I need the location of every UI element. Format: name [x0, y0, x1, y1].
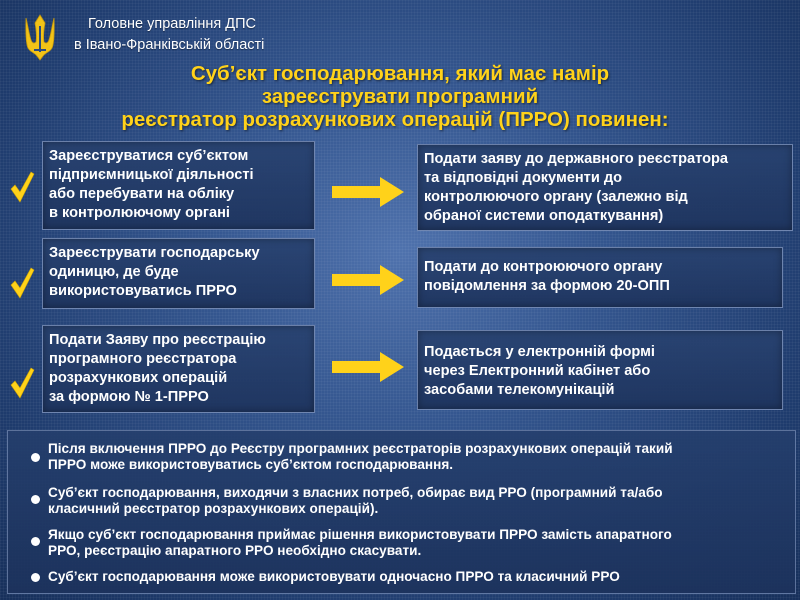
title-line-2: зареєструвати програмний — [261, 85, 539, 108]
org-line-2: в Івано-Франківській області — [74, 37, 265, 53]
note-4-text — [48, 569, 793, 585]
note-4-line-1: Суб’єкт господарювання може використовувати одночасно ПРРО та класичний РРО — [48, 569, 620, 584]
action-1-line-3: контролюючого органу (залежно від — [424, 189, 688, 205]
requirement-3-line-2: програмного реєстратора — [49, 351, 237, 367]
requirement-box-2 — [42, 238, 315, 309]
action-3-line-3: засобами телекомунікацій — [424, 382, 615, 398]
requirement-3-line-3: розрахункових операцій — [49, 370, 228, 386]
requirement-3-line-1: Подати Заяву про реєстрацію — [49, 332, 266, 348]
bullet-icon — [31, 573, 40, 582]
note-2-line-1: Суб’єкт господарювання, виходячи з власних потреб, обирає вид РРО (програмний та/або — [48, 485, 663, 500]
requirement-1-line-4: в контролюючому органі — [49, 205, 230, 221]
title-line-3: реєстратор розрахункових операцій (ПРРО) повинен: — [121, 108, 669, 131]
action-2-line-2: повідомлення за формою 20-ОПП — [424, 278, 670, 294]
note-1-text — [48, 441, 793, 473]
action-1-line-1: Подати заяву до державного реєстратора — [424, 151, 729, 167]
note-2-line-2: класичний реєстратор розрахункових операцій). — [48, 501, 379, 516]
note-2-text — [48, 485, 793, 517]
right-arrow-icon — [332, 263, 404, 297]
right-arrow-icon — [332, 175, 404, 209]
action-box-1 — [417, 144, 793, 231]
bullet-icon — [31, 453, 40, 462]
requirement-2-line-2: одиницю, де буде — [49, 264, 179, 280]
requirement-box-3 — [42, 325, 315, 413]
action-2-line-1: Подати до контроюючого органу — [424, 259, 663, 275]
action-box-3 — [417, 330, 783, 410]
page-title — [0, 62, 800, 131]
requirement-box-1 — [42, 141, 315, 230]
action-3-line-2: через Електронний кабінет або — [424, 363, 651, 379]
notes-panel — [7, 430, 796, 594]
right-arrow-icon — [332, 350, 404, 384]
note-3-text — [48, 527, 793, 559]
bullet-icon — [31, 495, 40, 504]
checkmark-icon — [9, 266, 35, 300]
requirement-3-line-4: за формою № 1-ПРРО — [49, 389, 209, 405]
action-1-line-2: та відповідні документи до — [424, 170, 623, 186]
checkmark-icon — [9, 170, 35, 204]
note-1-line-1: Після включення ПРРО до Реєстру програмних реєстраторів розрахункових операцій такий — [48, 441, 673, 456]
bullet-icon — [31, 537, 40, 546]
note-1-line-2: ПРРО може використовуватись суб’єктом господарювання. — [48, 457, 454, 472]
requirement-1-line-2: підприємницької діяльності — [49, 167, 254, 183]
requirement-2-line-3: використовуватись ПРРО — [49, 283, 237, 299]
organization-name — [74, 14, 264, 56]
action-3-line-1: Подається у електронній формі — [424, 344, 655, 360]
requirement-2-line-1: Зареєструвати господарську — [49, 245, 260, 261]
note-3-line-1: Якщо суб’єкт господарювання приймає рішення використовувати ПРРО замість апаратного — [48, 527, 672, 542]
requirement-1-line-3: або перебувати на обліку — [49, 186, 235, 202]
action-box-2 — [417, 247, 783, 308]
requirement-1-line-1: Зареєструватися суб’єктом — [49, 148, 249, 164]
title-line-1: Суб’єкт господарювання, який має намір — [190, 62, 610, 85]
trident-emblem-icon — [22, 12, 58, 62]
org-line-1: Головне управління ДПС — [88, 16, 257, 32]
checkmark-icon — [9, 366, 35, 400]
action-1-line-4: обраної системи оподаткування) — [424, 208, 664, 224]
note-3-line-2: РРО, реєстрацію апаратного РРО необхідно скасувати. — [48, 543, 422, 558]
